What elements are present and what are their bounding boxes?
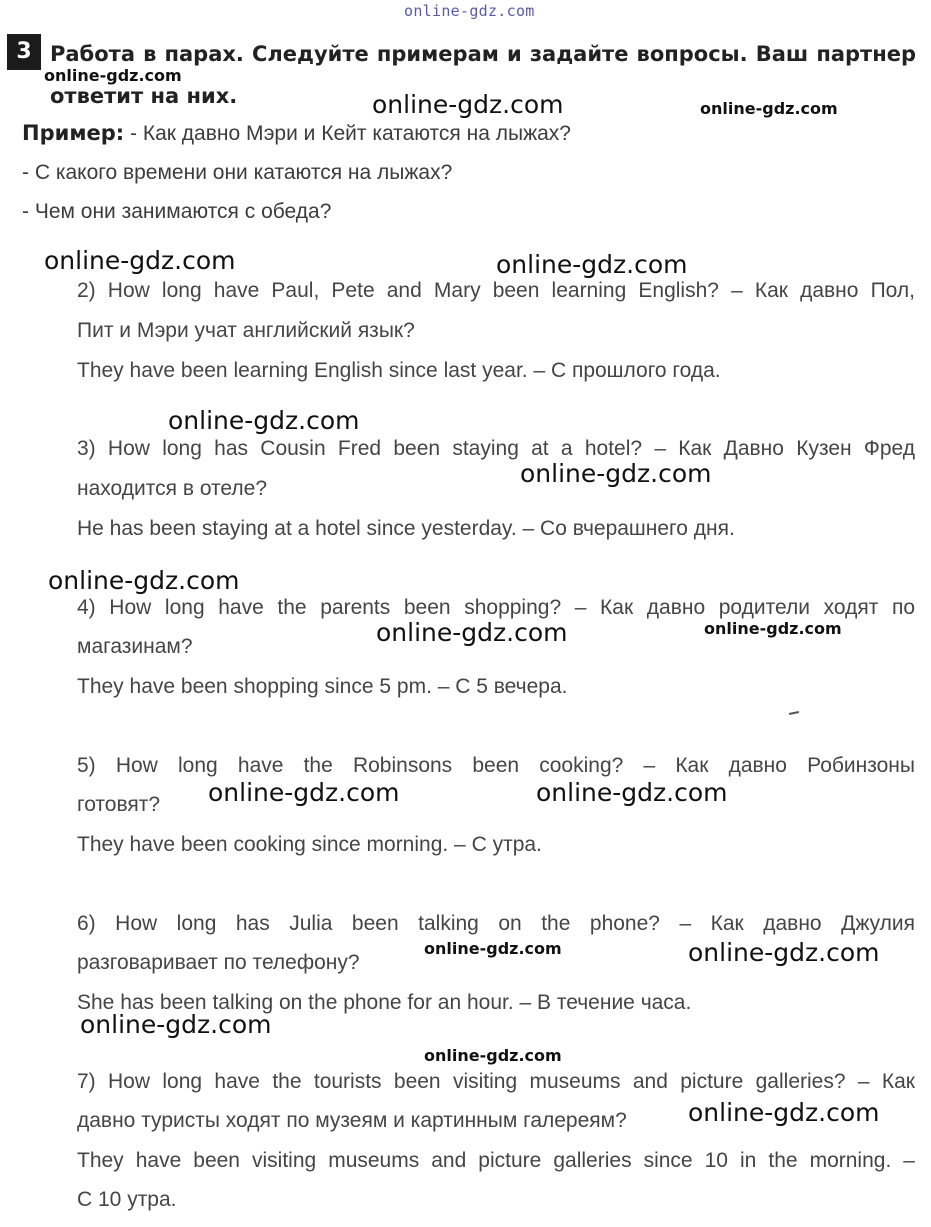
item-2-question-line1: 2) How long have Paul, Pete and Mary been learning English? – Как давно Пол, xyxy=(77,279,915,302)
item-2-question-line2: Пит и Мэри учат английский язык? xyxy=(77,319,415,342)
top-watermark: online-gdz.com xyxy=(404,2,535,20)
item-3-question-line1: 3) How long has Cousin Fred been staying at a hotel? – Как Давно Кузен Фред xyxy=(77,437,915,460)
watermark: online-gdz.com xyxy=(372,90,564,119)
item-6-question-line1: 6) How long has Julia been talking on the phone? – Как давно Джулия xyxy=(77,912,915,935)
task-number-badge: 3 xyxy=(7,34,41,70)
watermark: online-gdz.com xyxy=(700,99,838,118)
item-7-question-line2: давно туристы ходят по музеям и картинным галереям? xyxy=(77,1109,627,1132)
task-instruction-line2: ответит на них. xyxy=(50,84,238,108)
item-5-question-line2: готовят? xyxy=(77,793,161,816)
watermark: online-gdz.com xyxy=(536,778,728,807)
watermark: online-gdz.com xyxy=(688,938,880,967)
item-4-question-line2: магазинам? xyxy=(77,635,193,658)
item-4-question-line1: 4) How long have the parents been shopping? – Как давно родители ходят по xyxy=(77,596,915,619)
item-5-answer: They have been cooking since morning. – С утра. xyxy=(77,833,542,856)
watermark: online-gdz.com xyxy=(168,406,360,435)
watermark: online-gdz.com xyxy=(704,619,842,638)
item-2-answer: They have been learning English since last year. – С прошлого года. xyxy=(77,359,721,382)
stray-mark xyxy=(789,711,799,715)
watermark: online-gdz.com xyxy=(208,778,400,807)
example-question-1: - Как давно Мэри и Кейт катаются на лыжах? xyxy=(124,122,571,145)
item-6-question-line2: разговаривает по телефону? xyxy=(77,951,360,974)
example-question-2: - С какого времени они катаются на лыжах? xyxy=(22,161,453,184)
watermark: online-gdz.com xyxy=(496,250,688,279)
item-5-question-line1: 5) How long have the Robinsons been cooking? – Как давно Робинзоны xyxy=(77,754,915,777)
example-question-3: - Чем они занимаются с обеда? xyxy=(22,200,332,223)
task-instruction-line1: Работа в парах. Следуйте примерам и задайте вопросы. Ваш партнер xyxy=(50,42,916,66)
item-3-question-line2: находится в отеле? xyxy=(77,477,268,500)
watermark: online-gdz.com xyxy=(520,459,712,488)
watermark: online-gdz.com xyxy=(80,1010,272,1039)
watermark: online-gdz.com xyxy=(376,618,568,647)
watermark: online-gdz.com xyxy=(688,1098,880,1127)
item-3-answer: He has been staying at a hotel since yesterday. – Со вчерашнего дня. xyxy=(77,517,735,540)
watermark: online-gdz.com xyxy=(424,939,562,958)
example-line xyxy=(22,121,571,146)
watermark: online-gdz.com xyxy=(48,566,240,595)
item-4-answer: They have been shopping since 5 pm. – С 5 вечера. xyxy=(77,675,568,698)
item-7-answer-line2: С 10 утра. xyxy=(77,1188,177,1211)
item-6-answer: She has been talking on the phone for an hour. – В течение часа. xyxy=(77,991,692,1014)
item-7-question-line1: 7) How long have the tourists been visiting museums and picture galleries? – Как xyxy=(77,1070,915,1093)
watermark: online-gdz.com xyxy=(44,66,182,85)
item-7-answer-line1: They have been visiting museums and picture galleries since 10 in the morning. – xyxy=(77,1149,915,1172)
watermark: online-gdz.com xyxy=(44,246,236,275)
watermark: online-gdz.com xyxy=(424,1046,562,1065)
example-label: Пример: xyxy=(22,121,125,145)
